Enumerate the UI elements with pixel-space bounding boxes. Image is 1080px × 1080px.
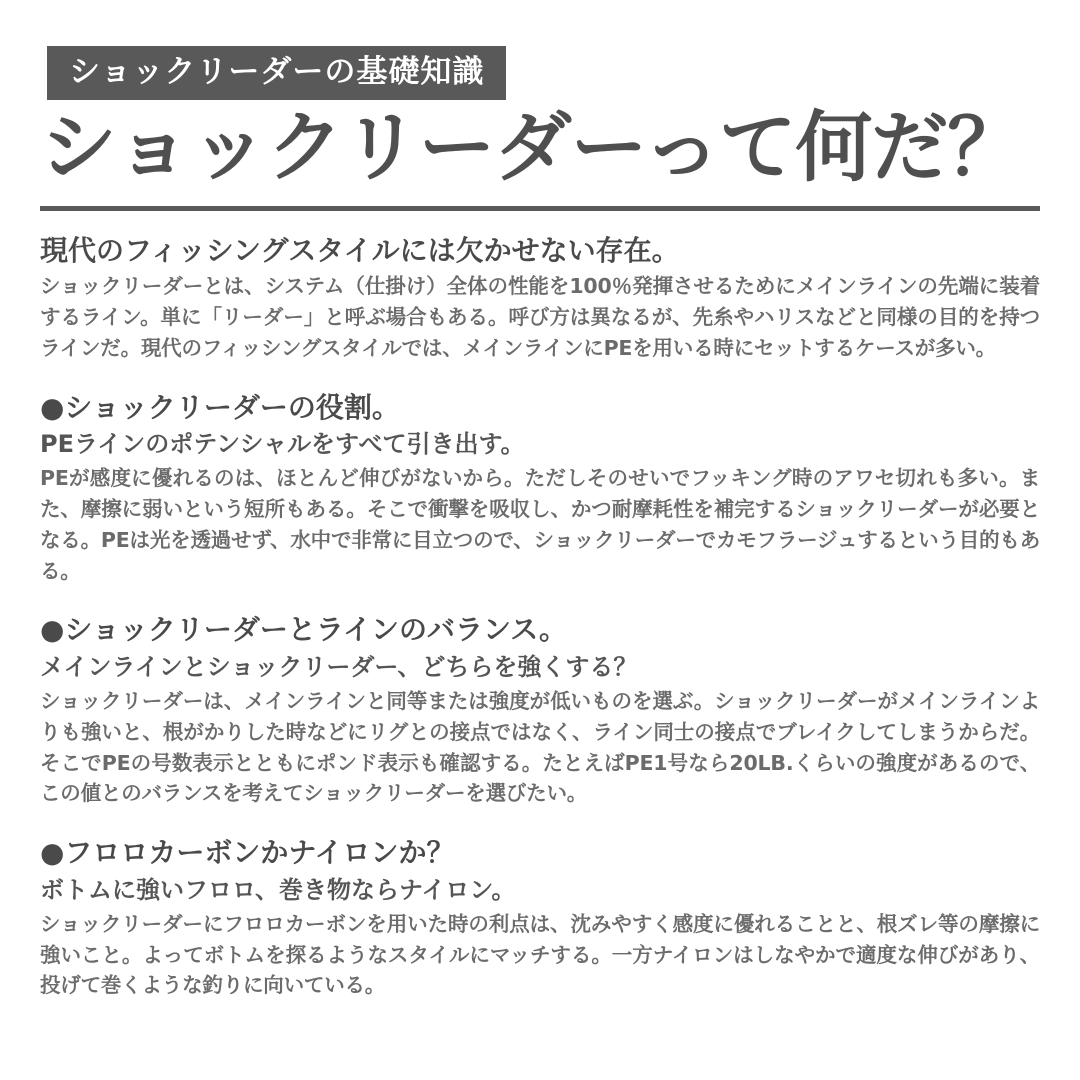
article-body	[40, 211, 1040, 1001]
section-heading: 現代のフィッシングスタイルには欠かせない存在。	[40, 233, 680, 267]
section-paragraph: PEが感度に優れるのは、ほとんど伸びがないから。ただしそのせいでフッキング時のアワセ切れも多い。また、摩擦に弱いという短所もある。そこで衝撃を吸収し、かつ耐摩耗性を補完するショックリーダーが必要となる。PEは光を透過せず、水中で非常に目立つので、ショックリーダーでカモフラージュするという目的もある。	[40, 466, 1040, 583]
kicker-badge: ショックリーダーの基礎知識	[47, 46, 506, 100]
section-paragraph: ショックリーダーは、メインラインと同等または強度が低いものを選ぶ。ショックリーダーがメインラインよりも強いと、根がかりした時などにリグとの接点ではなく、ライン同士の接点でブレイクしてしまうからだ。そこでPEの号数表示とともにポンド表示も確認する。たとえばPE1号なら20LB.くらいの強度があるので、この値とのバランスを考えてショックリーダーを選びたい。	[40, 689, 1040, 806]
section-heading: ●フロロカーボンかナイロンか？	[40, 836, 455, 870]
section-material	[40, 835, 1040, 1001]
section-subheading: メインラインとショックリーダー、どちらを強くする？	[40, 652, 638, 681]
section-subheading: PEラインのポテンシャルをすべて引き出す。	[40, 430, 525, 459]
section-balance	[40, 612, 1040, 809]
section-intro	[40, 233, 1040, 364]
section-paragraph: ショックリーダーとは、システム（仕掛け）全体の性能を100％発揮させるためにメインラインの先端に装着するライン。単に「リーダー」と呼ぶ場合もある。呼び方は異なるが、先糸やハリスなどと同様の目的を持つラインだ。現代のフィッシングスタイルでは、メインラインにPEを用いる時にセットするケースが多い。	[40, 274, 1040, 360]
section-heading: ●ショックリーダーの役割。	[40, 390, 400, 424]
section-paragraph: ショックリーダーにフロロカーボンを用いた時の利点は、沈みやすく感度に優れることと、根ズレ等の摩擦に強いこと。よってボトムを探るようなスタイルにマッチする。一方ナイロンはしなやかで適度な伸びがあり、投げて巻くような釣りに向いている。	[40, 911, 1040, 998]
article-header	[40, 46, 1040, 211]
page-title: ショックリーダーって何だ？	[40, 103, 1024, 193]
section-heading: ●ショックリーダーとラインのバランス。	[40, 613, 568, 647]
section-role	[40, 390, 1040, 587]
section-subheading: ボトムに強いフロロ、巻き物ならナイロン。	[40, 875, 516, 904]
